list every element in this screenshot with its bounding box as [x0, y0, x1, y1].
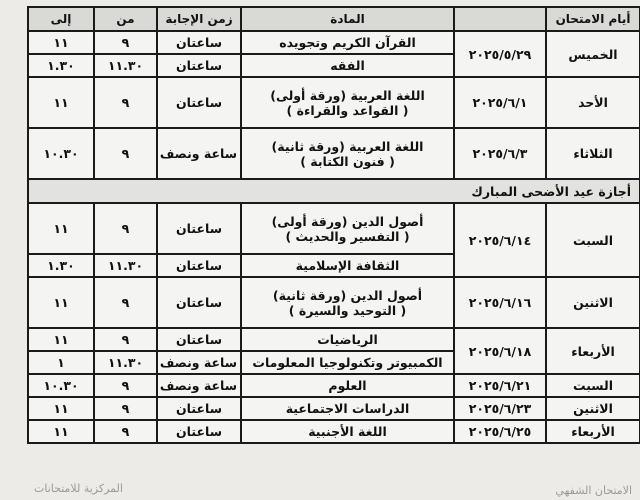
- subject-line: أصول الدين (ورقة أولى): [271, 213, 424, 229]
- subject-line: الرياضيات: [317, 332, 378, 347]
- exam-row: [28, 397, 640, 420]
- exam-duration: ساعة ونصف: [157, 128, 241, 179]
- exam-to: ١١: [28, 77, 94, 128]
- exam-to: ١.٣٠: [28, 54, 94, 77]
- exam-to: ١١: [28, 277, 94, 328]
- exam-day: الأربعاء: [546, 420, 640, 443]
- exam-row: [28, 203, 640, 254]
- exam-date: ٢٠٢٥/٦/١٦: [454, 277, 546, 328]
- subject-line: ( التوحيد والسيرة ): [288, 302, 407, 318]
- subject-line: اللغة العربية (ورقة أولى): [270, 87, 425, 103]
- exam-duration: ساعتان: [157, 254, 241, 277]
- exam-from: ٩: [94, 128, 157, 179]
- exam-row: [28, 328, 640, 351]
- exam-date: ٢٠٢٥/٥/٢٩: [454, 31, 546, 77]
- subject-line: العلوم: [328, 378, 367, 393]
- exam-day: الاثنين: [546, 277, 640, 328]
- exam-subject: [241, 254, 454, 277]
- exam-day: الاثنين: [546, 397, 640, 420]
- exam-to: ١١: [28, 328, 94, 351]
- subject-line: الكمبيوتر وتكنولوجيا المعلومات: [252, 355, 443, 370]
- exam-to: ١١: [28, 203, 94, 254]
- exam-row: [28, 31, 640, 54]
- exam-from: ١١.٣٠: [94, 54, 157, 77]
- subject-line: ( التفسير والحديث ): [285, 228, 410, 244]
- exam-subject: [241, 420, 454, 443]
- exam-row: [28, 77, 640, 128]
- exam-row: [28, 374, 640, 397]
- schedule-body: [28, 31, 640, 443]
- exam-to: ١.٣٠: [28, 254, 94, 277]
- exam-duration: ساعتان: [157, 31, 241, 54]
- exam-duration: ساعة ونصف: [157, 374, 241, 397]
- exam-date: ٢٠٢٥/٦/٢١: [454, 374, 546, 397]
- exam-subject: [241, 31, 454, 54]
- exam-row: [28, 277, 640, 328]
- holiday-label: أجازة عيد الأضحى المبارك: [28, 179, 640, 203]
- exam-date: ٢٠٢٥/٦/١٨: [454, 328, 546, 374]
- header-row: [28, 7, 640, 31]
- exam-duration: ساعتان: [157, 277, 241, 328]
- exam-row: [28, 420, 640, 443]
- footer: [0, 478, 640, 500]
- exam-duration: ساعة ونصف: [157, 351, 241, 374]
- exam-from: ٩: [94, 203, 157, 254]
- holiday-row: [28, 179, 640, 203]
- exam-subject: [241, 128, 454, 179]
- exam-to: ١٠.٣٠: [28, 374, 94, 397]
- exam-date: ٢٠٢٥/٦/١: [454, 77, 546, 128]
- exam-row: [28, 128, 640, 179]
- exam-schedule-table: [27, 6, 640, 444]
- exam-day: الخميس: [546, 31, 640, 77]
- subject-line: القرآن الكريم وتجويده: [279, 35, 416, 50]
- exam-from: ٩: [94, 374, 157, 397]
- header-subject: المادة: [241, 7, 454, 31]
- exam-from: ٩: [94, 31, 157, 54]
- subject-line: أصول الدين (ورقة ثانية): [272, 287, 423, 303]
- exam-duration: ساعتان: [157, 328, 241, 351]
- exam-duration: ساعتان: [157, 203, 241, 254]
- subject-line: الفقه: [330, 58, 365, 73]
- header-from: من: [94, 7, 157, 31]
- exam-to: ١١: [28, 31, 94, 54]
- exam-subject: [241, 374, 454, 397]
- exam-from: ٩: [94, 277, 157, 328]
- exam-duration: ساعتان: [157, 77, 241, 128]
- exam-from: ٩: [94, 328, 157, 351]
- subject-line: اللغة الأجنبية: [308, 424, 387, 439]
- exam-duration: ساعتان: [157, 420, 241, 443]
- exam-date: ٢٠٢٥/٦/٢٥: [454, 420, 546, 443]
- exam-day: الأحد: [546, 77, 640, 128]
- exam-to: ١١: [28, 420, 94, 443]
- subject-line: ( القواعد والقراءة ): [286, 102, 409, 118]
- header-to: إلى: [28, 7, 94, 31]
- exam-from: ٩: [94, 77, 157, 128]
- exam-date: ٢٠٢٥/٦/٣: [454, 128, 546, 179]
- exam-duration: ساعتان: [157, 397, 241, 420]
- exam-to: ١١: [28, 397, 94, 420]
- header-days-date: [454, 7, 546, 31]
- exam-from: ٩: [94, 397, 157, 420]
- subject-line: الدراسات الاجتماعية: [285, 401, 410, 416]
- subject-line: ( فنون الكتابة ): [300, 153, 395, 169]
- exam-subject: [241, 77, 454, 128]
- header-duration: زمن الإجابة: [157, 7, 241, 31]
- exam-day: السبت: [546, 374, 640, 397]
- exam-subject: [241, 397, 454, 420]
- exam-day: الثلاثاء: [546, 128, 640, 179]
- header-days: أيام الامتحان: [546, 7, 640, 31]
- exam-from: ٩: [94, 420, 157, 443]
- exam-to: ١٠.٣٠: [28, 128, 94, 179]
- exam-subject: [241, 54, 454, 77]
- exam-day: الأربعاء: [546, 328, 640, 374]
- exam-subject: [241, 351, 454, 374]
- footer-right-text: الامتحان الشفهي: [555, 484, 632, 497]
- exam-date: ٢٠٢٥/٦/٢٣: [454, 397, 546, 420]
- exam-subject: [241, 277, 454, 328]
- exam-from: ١١.٣٠: [94, 254, 157, 277]
- exam-date: ٢٠٢٥/٦/١٤: [454, 203, 546, 277]
- exam-duration: ساعتان: [157, 54, 241, 77]
- exam-to: ١: [28, 351, 94, 374]
- subject-line: الثقافة الإسلامية: [295, 258, 400, 273]
- exam-subject: [241, 203, 454, 254]
- exam-from: ١١.٣٠: [94, 351, 157, 374]
- footer-left-text: المركزية للامتحانات: [34, 482, 123, 495]
- subject-line: اللغة العربية (ورقة ثانية): [271, 138, 424, 154]
- exam-day: السبت: [546, 203, 640, 277]
- exam-subject: [241, 328, 454, 351]
